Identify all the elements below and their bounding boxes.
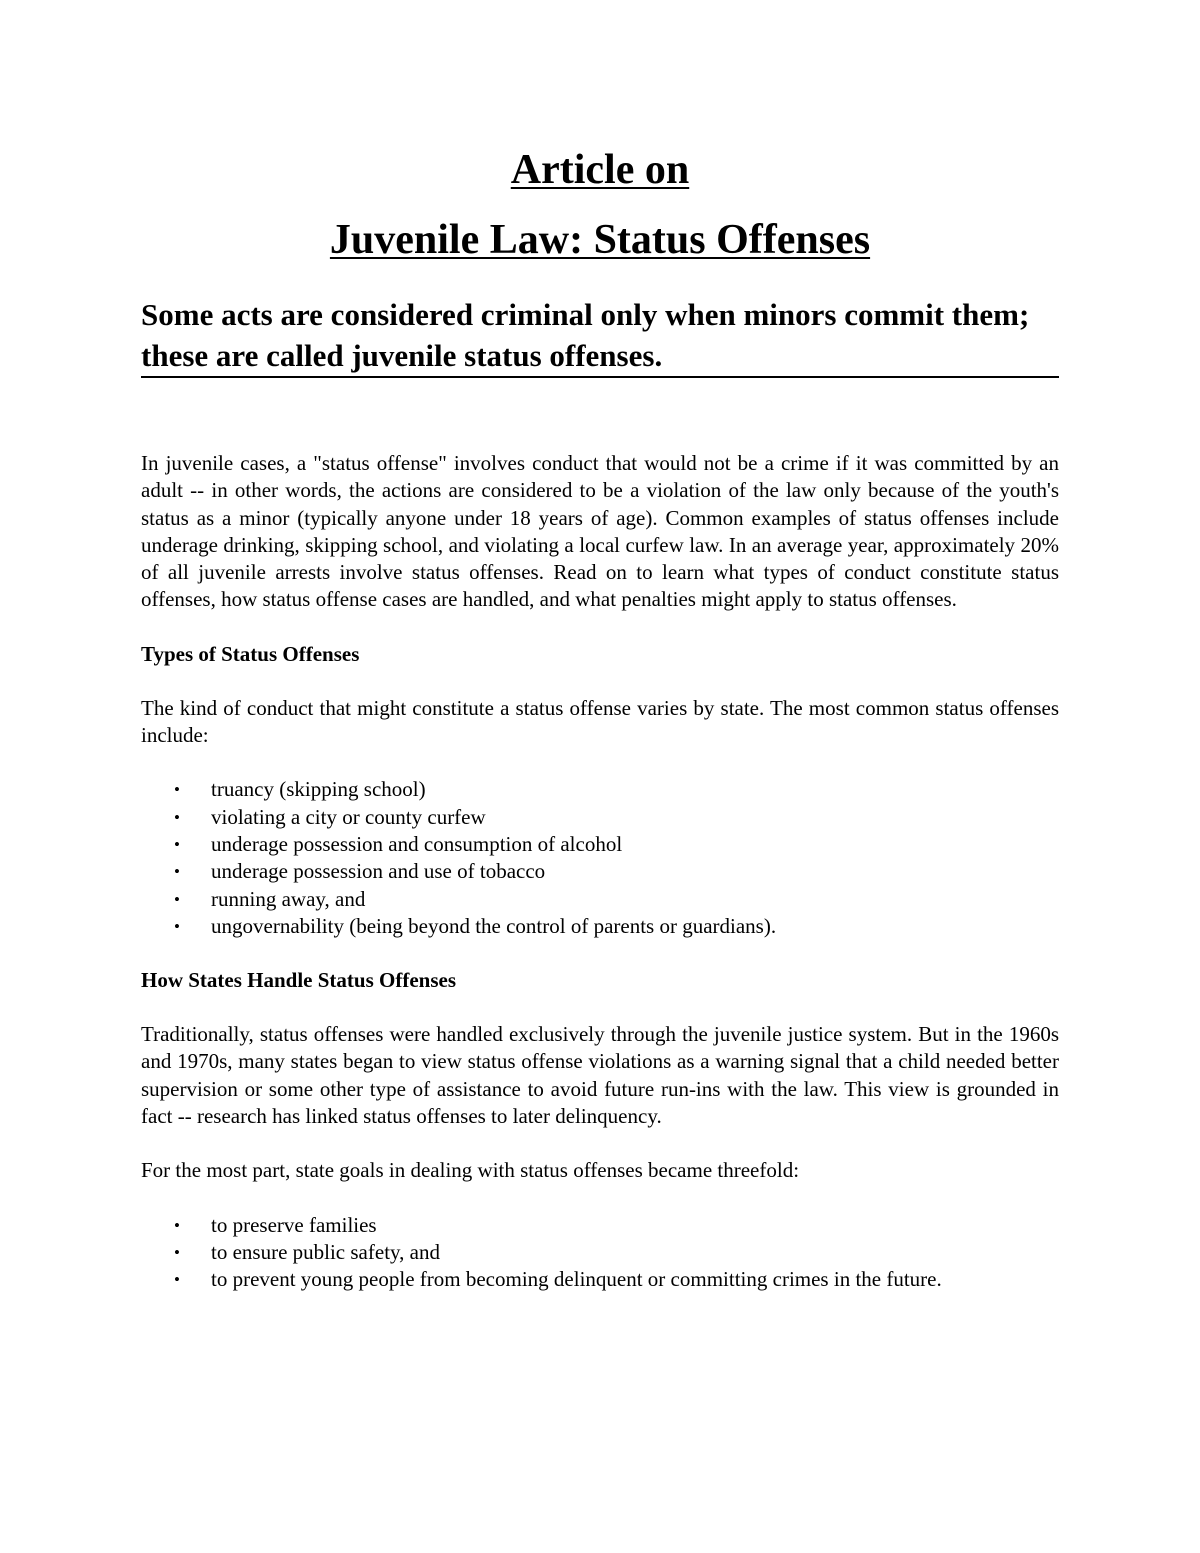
bullet-icon: • xyxy=(174,834,180,854)
list-item-text: ungovernability (being beyond the control of parents or guardians). xyxy=(211,913,777,938)
list-item-text: to ensure public safety, and xyxy=(211,1239,440,1264)
intro-paragraph: In juvenile cases, a "status offense" involves conduct that would not be a crime if it was committed by an adult -- in other words, the actions are considered to be a violation of the law only because of the youth's status as a minor (typically anyone under 18 years of age). Common examples of status offenses include underage drinking, skipping school, and violating a local curfew law. In an average year, approximately 20% of all juvenile arrests involve status offenses. Read on to learn what types of conduct constitute status offenses, how status offense cases are handled, and what penalties might apply to status offenses. xyxy=(141,451,1059,612)
list-item xyxy=(141,1266,1059,1293)
title-line-2-text: Juvenile Law: Status Offenses xyxy=(329,217,871,263)
list-item xyxy=(141,1239,1059,1266)
list-item-text: violating a city or county curfew xyxy=(211,804,486,829)
status-offenses-list xyxy=(141,776,1059,940)
list-item xyxy=(141,1212,1059,1239)
document-content xyxy=(141,140,1059,1294)
state-goals-list xyxy=(141,1212,1059,1294)
list-item xyxy=(141,886,1059,913)
list-item-text: to prevent young people from becoming delinquent or committing crimes in the future. xyxy=(211,1267,942,1292)
bullet-icon: • xyxy=(174,780,180,800)
list-item-text: truancy (skipping school) xyxy=(211,777,426,802)
title-line-2 xyxy=(141,216,1059,264)
title-line-1-text: Article on xyxy=(510,147,690,193)
types-paragraph: The kind of conduct that might constitute a status offense varies by state. The most common status offenses include: xyxy=(141,695,1059,748)
list-item-text: underage possession and consumption of alcohol xyxy=(211,831,623,856)
bullet-icon: • xyxy=(174,1215,180,1235)
handling-paragraph: Traditionally, status offenses were handled exclusively through the juvenile justice system. But in the 1960s and 1970s, many states began to view status offense violations as a warning signal that a child needed better supervision or some other type of assistance to avoid future run-ins with the law. This view is grounded in fact -- research has linked status offenses to later delinquency. xyxy=(141,1022,1059,1129)
list-item xyxy=(141,913,1059,940)
list-item-text: running away, and xyxy=(211,886,366,911)
bullet-icon: • xyxy=(174,889,180,909)
section-heading-handling: How States Handle Status Offenses xyxy=(141,968,457,993)
list-item xyxy=(141,804,1059,831)
bullet-icon: • xyxy=(174,1270,180,1290)
section-heading-types: Types of Status Offenses xyxy=(141,641,360,666)
bullet-icon: • xyxy=(174,807,180,827)
goals-paragraph: For the most part, state goals in dealing with status offenses became threefold: xyxy=(141,1158,800,1183)
list-item xyxy=(141,858,1059,885)
bullet-icon: • xyxy=(174,916,180,936)
list-item xyxy=(141,831,1059,858)
list-item-text: underage possession and use of tobacco xyxy=(211,859,546,884)
subtitle: Some acts are considered criminal only when minors commit them; these are called juvenile status offenses. xyxy=(141,294,1059,378)
list-item xyxy=(141,776,1059,803)
bullet-icon: • xyxy=(174,862,180,882)
list-item-text: to preserve families xyxy=(211,1212,377,1237)
bullet-icon: • xyxy=(174,1242,180,1262)
title-line-1 xyxy=(141,146,1059,194)
